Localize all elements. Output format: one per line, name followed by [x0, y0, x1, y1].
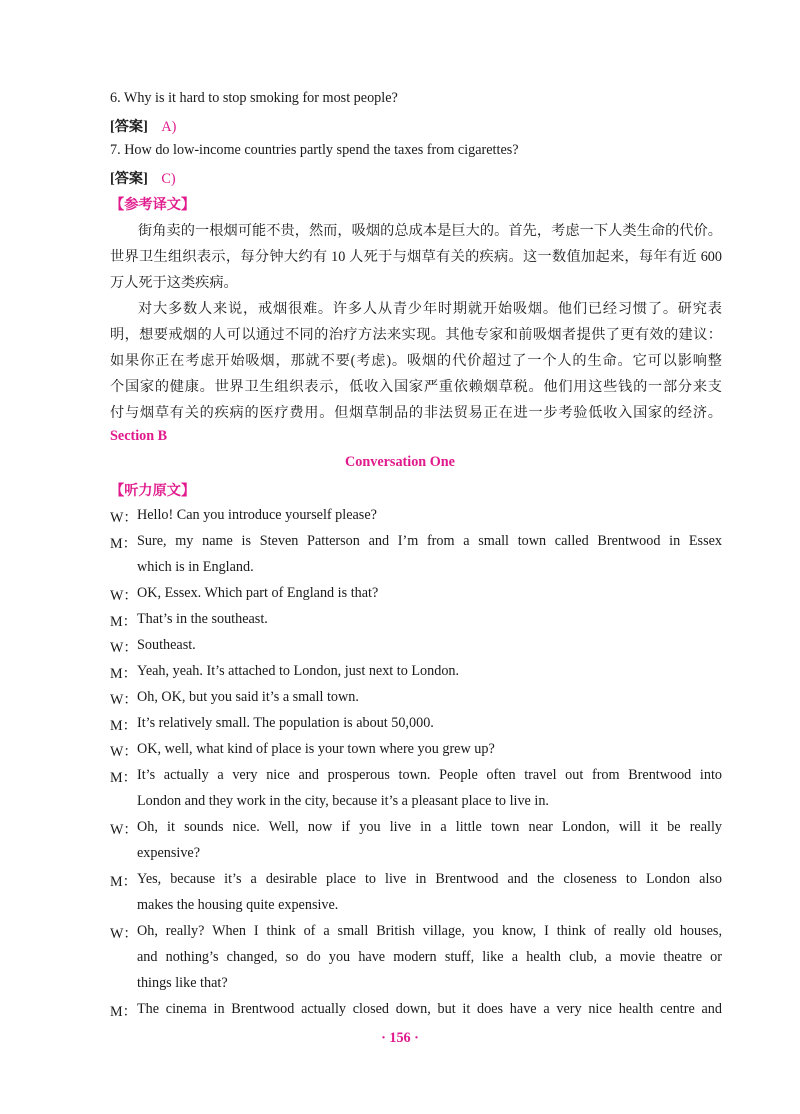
dialogue-line: Hello! Can you introduce yourself please? [137, 507, 377, 523]
speaker-label: M： [110, 718, 137, 734]
translation-p2-line: 明，想要戒烟的人可以通过不同的治疗方法来实现。其他专家和前吸烟者提供了更有效的建议： [110, 327, 722, 343]
dialogue-line: Sure, my name is Steven Patterson and I’m from a small town called Brentwood in Essex [137, 533, 722, 549]
dialogue-line: Oh, it sounds nice. Well, now if you live in a little town near London, will it be really [137, 819, 722, 835]
translation-p1-line: 世界卫生组织表示，每分钟大约有 10 人死于与烟草有关的疾病。这一数值加起来，每年有近 600 [110, 249, 722, 265]
translation-p2-line: 如果你正在考虑开始吸烟，那就不要(考虑)。吸烟的代价超过了一个人的生命。它可以影响整 [110, 353, 722, 369]
speaker-label: M： [110, 536, 137, 552]
speaker-label: W： [110, 822, 138, 838]
answer-value: C) [161, 171, 176, 187]
speaker-label: W： [110, 744, 138, 760]
dialogue-line-continued: which is in England. [137, 559, 254, 575]
dialogue-line: Yeah, yeah. It’s attached to London, just next to London. [137, 663, 460, 679]
question-7: 7. How do low-income countries partly spend the taxes from cigarettes? [110, 142, 519, 158]
answer-6-row [110, 116, 176, 136]
translation-p2-line: 个国家的健康。世界卫生组织表示，低收入国家严重依赖烟草税。他们用这些钱的一部分来支 [110, 379, 722, 395]
speaker-label: M： [110, 666, 137, 682]
dialogue-line: OK, Essex. Which part of England is that? [137, 585, 379, 601]
translation-heading: 【参考译文】 [110, 197, 196, 213]
speaker-label: W： [110, 692, 138, 708]
dialogue-line: It’s actually a very nice and prosperous town. People often travel out from Brentwood into [137, 767, 722, 783]
translation-p2-line: 付与烟草有关的疾病的医疗费用。但烟草制品的非法贸易正在进一步考验低收入国家的经济。 [110, 405, 722, 421]
dialogue-line: Southeast. [137, 637, 196, 653]
conversation-title: Conversation One [345, 454, 455, 470]
answer-label: [答案] [110, 119, 148, 135]
speaker-label: M： [110, 1004, 137, 1020]
speaker-label: W： [110, 588, 138, 604]
dialogue-line-continued: things like that? [137, 975, 228, 991]
page-number: · 156 · [381, 1030, 419, 1046]
dialogue-line-continued: and nothing’s changed, so do you have modern stuff, like a health club, a movie theatre or [137, 949, 722, 965]
translation-p2-line: 对大多数人来说，戒烟很难。许多人从青少年时期就开始吸烟。他们已经习惯了。研究表 [138, 301, 722, 317]
speaker-label: W： [110, 926, 138, 942]
speaker-label: W： [110, 640, 138, 656]
dialogue-line: The cinema in Brentwood actually closed down, but it does have a very nice health centre and [137, 1001, 722, 1017]
translation-p1-line: 街角卖的一根烟可能不贵，然而，吸烟的总成本是巨大的。首先，考虑一下人类生命的代价。 [138, 223, 722, 239]
dialogue-line: OK, well, what kind of place is your town where you grew up? [137, 741, 495, 757]
dialogue-line: Oh, really? When I think of a small British village, you know, I think of really old houses, [137, 923, 722, 939]
dialogue-line: Yes, because it’s a desirable place to live in Brentwood and the closeness to London also [137, 871, 722, 887]
section-heading: Section B [110, 428, 168, 444]
question-6: 6. Why is it hard to stop smoking for most people? [110, 90, 398, 106]
dialogue-line: It’s relatively small. The population is about 50,000. [137, 715, 434, 731]
speaker-label: M： [110, 614, 137, 630]
answer-value: A) [161, 119, 177, 135]
dialogue-line-continued: London and they work in the city, because it’s a pleasant place to live in. [137, 793, 549, 809]
script-heading: 【听力原文】 [110, 483, 196, 499]
speaker-label: M： [110, 770, 137, 786]
answer-7-row [110, 168, 176, 188]
dialogue-line-continued: expensive? [137, 845, 201, 861]
dialogue-line-continued: makes the housing quite expensive. [137, 897, 339, 913]
dialogue-line: That’s in the southeast. [137, 611, 268, 627]
translation-p1-line: 万人死于这类疾病。 [110, 275, 238, 291]
speaker-label: M： [110, 874, 137, 890]
dialogue-line: Oh, OK, but you said it’s a small town. [137, 689, 359, 705]
speaker-label: W： [110, 510, 138, 526]
answer-label: [答案] [110, 171, 148, 187]
